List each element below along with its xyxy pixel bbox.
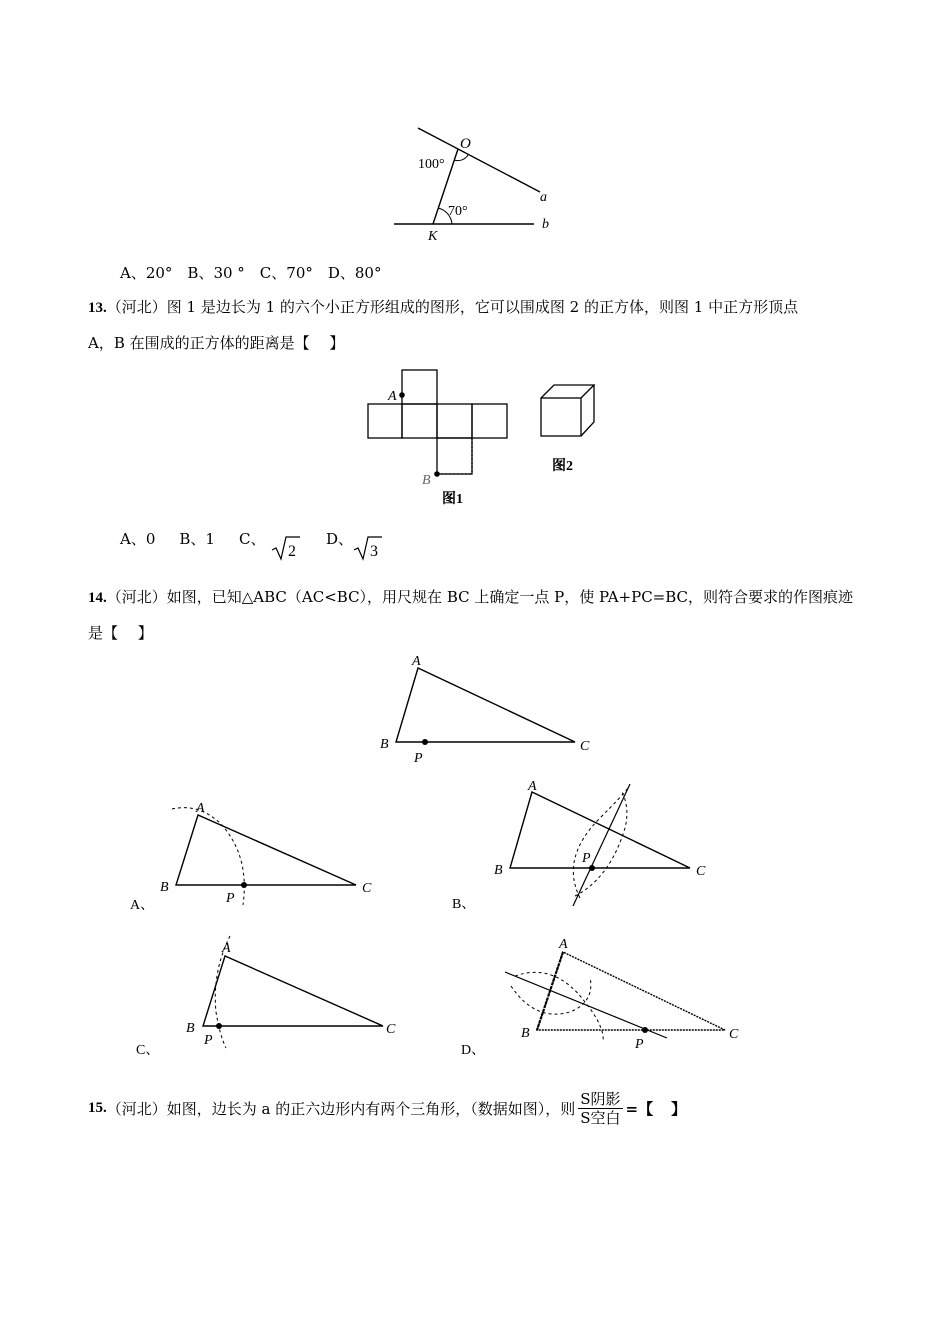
q14-number: 14.: [88, 590, 107, 606]
label-B: B: [422, 473, 431, 488]
q15-fraction: $\frac{\text{S阴影}}{\text{S空白}}$: [580, 1090, 621, 1127]
svg-text:P: P: [582, 851, 591, 866]
sqrt2: [270, 534, 302, 562]
fig2-caption: 图2: [552, 459, 573, 474]
q14-option-c: [130, 932, 410, 1062]
svg-text:C: C: [729, 1027, 739, 1042]
svg-text:B: B: [186, 1021, 195, 1036]
label-a: a: [540, 190, 547, 205]
q13-line2: A，B 在围成的正方体的距离是【 】: [88, 334, 345, 352]
q13-figure1: [360, 360, 520, 510]
q14-line1: [88, 586, 853, 607]
svg-text:P: P: [204, 1033, 213, 1048]
q15-tail-close: 】: [671, 1100, 687, 1118]
label-K: K: [428, 229, 438, 244]
q14-label-d: D、: [461, 1043, 486, 1058]
q13-opt-c: C、: [238, 530, 266, 548]
svg-text:B: B: [380, 737, 389, 752]
q14-text1: （河北）如图，已知△ABC（AC<BC），用尺规在 BC 上确定一点 P，使 PA+PC=BC，则符合要求的作图痕迹: [106, 588, 854, 606]
q14-label-c: C、: [136, 1043, 160, 1058]
q14-line2: 是【 】: [88, 624, 153, 642]
label-O: O: [460, 136, 471, 152]
q13-opt-a: A、0: [120, 530, 156, 548]
svg-text:C: C: [386, 1022, 396, 1037]
svg-text:P: P: [414, 751, 423, 766]
q15-tail: =【: [625, 1100, 654, 1118]
point-A: [399, 392, 405, 398]
point-B: [434, 471, 440, 477]
label-A: A: [388, 389, 397, 404]
label-b: b: [542, 217, 549, 232]
svg-text:A: A: [412, 654, 421, 669]
q14-option-b: [450, 778, 720, 918]
q13-text1: （河北）图 1 是边长为 1 的六个小正方形组成的图形，它可以围成图 2 的正方体，则图 1 中正方形顶点: [106, 298, 799, 316]
q13-options: [120, 528, 265, 549]
q14-main-triangle: [370, 650, 610, 770]
q15-line: [88, 1090, 686, 1127]
svg-text:3: 3: [370, 543, 378, 560]
svg-text:B: B: [160, 880, 169, 895]
q12-figure: [380, 120, 580, 250]
q15-number: 15.: [88, 1100, 107, 1116]
fig1-caption: 图1: [442, 492, 463, 507]
svg-text:B: B: [521, 1026, 530, 1041]
svg-text:A: A: [528, 779, 537, 794]
q13-figure2: [530, 378, 600, 478]
svg-text:C: C: [696, 864, 706, 879]
svg-text:B: B: [494, 863, 503, 878]
svg-text:A: A: [222, 941, 231, 956]
q14-label-b: B、: [452, 897, 476, 912]
q14-option-d: [455, 932, 755, 1062]
svg-text:2: 2: [288, 543, 296, 560]
svg-text:A: A: [196, 801, 205, 816]
svg-text:P: P: [635, 1037, 644, 1052]
label-70: 70°: [448, 204, 468, 219]
q13-line1: [88, 296, 798, 317]
svg-text:P: P: [226, 891, 235, 906]
q14-option-a: [120, 795, 390, 920]
q13-number: 13.: [88, 300, 107, 316]
label-100: 100°: [418, 157, 445, 172]
sqrt3: [352, 534, 384, 562]
svg-text:C: C: [580, 739, 590, 754]
q13-opt-b: B、1: [179, 530, 215, 548]
q14-label-a: A、: [130, 898, 155, 913]
q12-options: A、20° B、30 ° C、70° D、80°: [120, 264, 382, 282]
svg-text:C: C: [362, 881, 372, 896]
q15-text: （河北）如图，边长为 a 的正六边形内有两个三角形，（数据如图），则: [106, 1100, 576, 1118]
q13-opt-d: D、: [326, 530, 354, 548]
svg-text:A: A: [559, 937, 568, 952]
